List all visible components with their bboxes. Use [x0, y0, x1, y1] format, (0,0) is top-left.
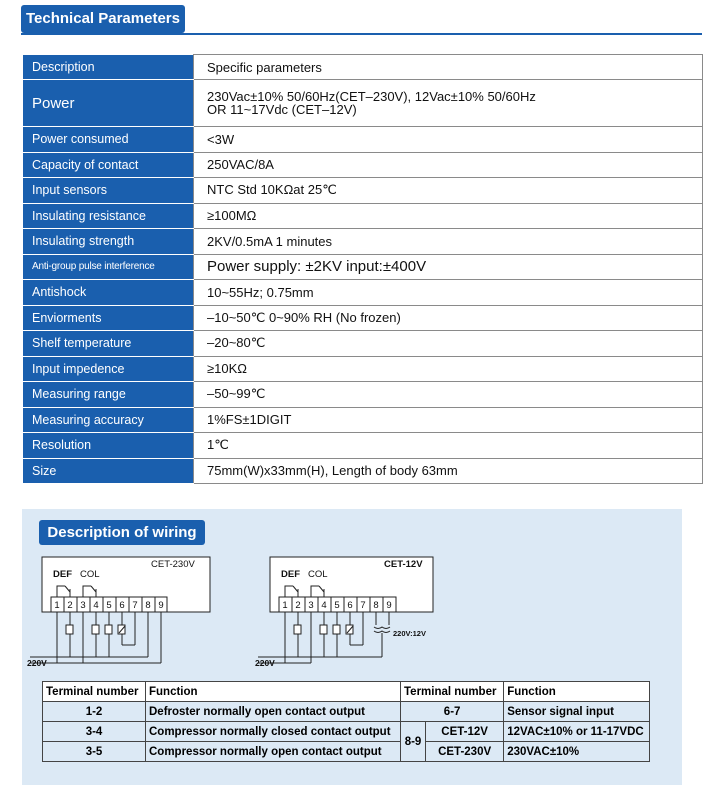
terminal-number: 7: [360, 600, 366, 611]
spec-table: [23, 54, 703, 484]
row-value: ≥10KΩ: [194, 356, 703, 382]
table-row: [24, 433, 703, 459]
terminal-number: 3: [80, 600, 86, 611]
row-label: Resolution: [24, 433, 194, 459]
supply-label: 220V: [27, 658, 47, 668]
model-cell: CET-12V: [426, 722, 504, 742]
table-row: [24, 55, 703, 80]
terminal-function-table: [42, 681, 650, 762]
section-title-technical-parameters: Technical Parameters: [21, 5, 185, 33]
row-label: Description: [24, 55, 194, 80]
row-value: –20~80℃: [194, 331, 703, 357]
transformer-label: 220V:12V: [393, 629, 426, 638]
def-label: DEF: [281, 569, 300, 580]
terminal-number: 5: [106, 600, 112, 611]
row-value: 1℃: [194, 433, 703, 459]
terminal-number: 1: [54, 600, 60, 611]
row-value: Specific parameters: [194, 55, 703, 80]
column-header: Terminal number: [401, 682, 504, 702]
table-row: [24, 178, 703, 204]
function-cell: 230VAC±10%: [504, 742, 650, 762]
col-label: COL: [308, 569, 328, 580]
table-row: [24, 229, 703, 255]
terminal-number: 4: [93, 600, 99, 611]
table-row: [24, 254, 703, 280]
column-header: Function: [146, 682, 401, 702]
table-row: [43, 742, 650, 762]
row-label: Input sensors: [24, 178, 194, 204]
row-value: –10~50℃ 0~90% RH (No frozen): [194, 305, 703, 331]
function-cell: Sensor signal input: [504, 702, 650, 722]
terminal-number: 1: [282, 600, 288, 611]
transformer-coil-icon: [374, 627, 390, 629]
terminal-number: 4: [321, 600, 327, 611]
row-label: Anti-group pulse interference: [24, 254, 194, 280]
row-value: 1%FS±1DIGIT: [194, 407, 703, 433]
table-row: [43, 722, 650, 742]
terminal-cell: 1-2: [43, 702, 146, 722]
terminal-number: 7: [132, 600, 138, 611]
terminal-number: 2: [295, 600, 301, 611]
row-label: Power consumed: [24, 127, 194, 153]
row-value: 2KV/0.5mA 1 minutes: [194, 229, 703, 255]
model-label: CET-230V: [151, 559, 195, 570]
power-line-1: 230Vac±10% 50/60Hz(CET–230V), 12Vac±10% 50/60Hz: [207, 89, 536, 104]
def-label: DEF: [53, 569, 72, 580]
function-cell: Compressor normally open contact output: [146, 742, 401, 762]
terminal-cell: 3-5: [43, 742, 146, 762]
row-label: Antishock: [24, 280, 194, 306]
row-label: Input impedence: [24, 356, 194, 382]
function-cell: Compressor normally closed contact output: [146, 722, 401, 742]
row-value: Power supply: ±2KV input:±400V: [194, 254, 703, 280]
terminal-cell: 6-7: [401, 702, 504, 722]
row-label: Measuring accuracy: [24, 407, 194, 433]
model-label: CET-12V: [384, 559, 423, 570]
row-value: [194, 80, 703, 127]
left-terminal-numbers: [54, 600, 163, 611]
power-line-2: OR 11~17Vdc (CET–12V): [207, 102, 357, 117]
col-label: COL: [80, 569, 100, 580]
title-underline: [21, 33, 702, 35]
table-row: [24, 152, 703, 178]
function-cell: 12VAC±10% or 11-17VDC: [504, 722, 650, 742]
table-row: [24, 80, 703, 127]
table-row: [24, 280, 703, 306]
row-label: Insulating resistance: [24, 203, 194, 229]
right-terminal-numbers: [282, 600, 391, 611]
table-row: [24, 382, 703, 408]
table-row: [24, 203, 703, 229]
row-value: <3W: [194, 127, 703, 153]
table-row: [24, 407, 703, 433]
row-label: Insulating strength: [24, 229, 194, 255]
model-cell: CET-230V: [426, 742, 504, 762]
terminal-number: 3: [308, 600, 314, 611]
row-label: Size: [24, 458, 194, 484]
terminal-number: 9: [158, 600, 164, 611]
row-value: –50~99℃: [194, 382, 703, 408]
supply-label: 220V: [255, 658, 275, 668]
table-row: [24, 458, 703, 484]
function-cell: Defroster normally open contact output: [146, 702, 401, 722]
table-row: [24, 127, 703, 153]
table-row: [24, 331, 703, 357]
terminal-cell: 3-4: [43, 722, 146, 742]
column-header: Terminal number: [43, 682, 146, 702]
row-label: Enviorments: [24, 305, 194, 331]
row-label: Power: [24, 80, 194, 127]
terminal-number: 5: [334, 600, 340, 611]
row-label: Capacity of contact: [24, 152, 194, 178]
table-row: [43, 702, 650, 722]
terminal-cell: 8-9: [401, 722, 426, 762]
row-value: 75mm(W)x33mm(H), Length of body 63mm: [194, 458, 703, 484]
table-header-row: [43, 682, 650, 702]
terminal-number: 8: [145, 600, 151, 611]
wiring-diagrams: [25, 545, 495, 673]
table-row: [24, 305, 703, 331]
column-header: Function: [504, 682, 650, 702]
row-value: NTC Std 10KΩat 25℃: [194, 178, 703, 204]
terminal-number: 8: [373, 600, 379, 611]
row-value: ≥100MΩ: [194, 203, 703, 229]
row-label: Shelf temperature: [24, 331, 194, 357]
row-label: Measuring range: [24, 382, 194, 408]
section-title-wiring: Description of wiring: [39, 520, 205, 545]
terminal-number: 6: [347, 600, 353, 611]
table-row: [24, 356, 703, 382]
row-value: 10~55Hz; 0.75mm: [194, 280, 703, 306]
row-value: 250VAC/8A: [194, 152, 703, 178]
terminal-number: 9: [386, 600, 392, 611]
terminal-number: 6: [119, 600, 125, 611]
terminal-number: 2: [67, 600, 73, 611]
